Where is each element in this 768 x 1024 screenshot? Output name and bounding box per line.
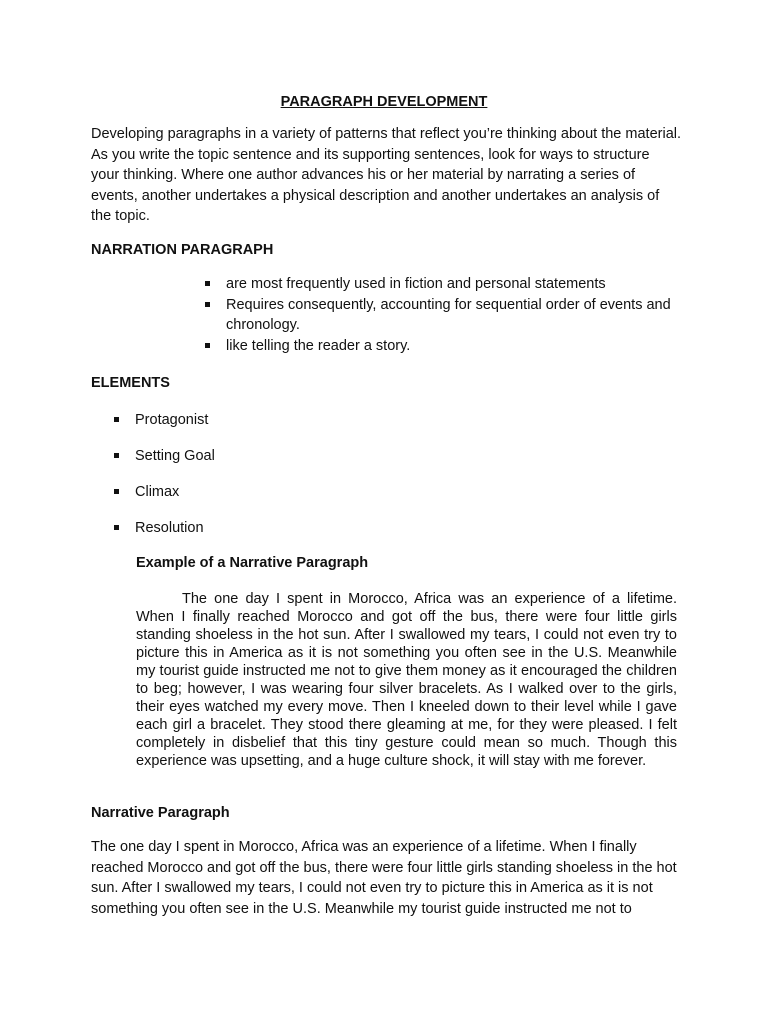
square-bullet-icon [114, 489, 119, 494]
list-item [113, 518, 413, 554]
square-bullet-icon [114, 453, 119, 458]
intro-paragraph: Developing paragraphs in a variety of patterns that reflect you’re thinking about the material. As you write the topic sentence and its supporting sentences, look for ways to structure your thinking. Where one author advances his or her material by narrating a series of events, another undertakes a physical description and another undertakes an analysis of the topic. [91, 126, 682, 224]
elements-bullet-list [113, 410, 413, 554]
list-item [204, 295, 674, 336]
narrative-heading: Narrative Paragraph [91, 805, 230, 821]
list-item-text: are most frequently used in fiction and personal statements [226, 276, 606, 292]
list-item-text: Resolution [135, 520, 204, 536]
list-item-text: Setting Goal [135, 448, 215, 464]
example-heading: Example of a Narrative Paragraph [136, 555, 369, 571]
list-item-text: like telling the reader a story. [226, 337, 411, 354]
narration-heading: NARRATION PARAGRAPH [91, 242, 274, 258]
list-item [113, 446, 413, 482]
list-item-text: Climax [135, 484, 180, 500]
list-item [204, 336, 674, 357]
square-bullet-icon [114, 417, 119, 422]
square-bullet-icon [205, 302, 210, 307]
example-paragraph: The one day I spent in Morocco, Africa was an experience of a lifetime. When I finally reached Morocco and got off the bus, there were four little girls standing shoeless in the hot sun. After I swallowed my tears, I could not even try to picture this in America as it is not something you often see in the U.S. Meanwhile my tourist guide instructed me not to give them money as it encouraged the children to beg; however, I was wearing four silver bracelets. As I walked over to the girls, their eyes watched my every move. Then I kneeled down to their level while I gave each girl a bracelet. They stood there gleaming at me, for they were pleased. I felt completely in disbelief that this tiny gesture could mean so much. Though this experience was upsetting, and a huge culture shock, it will stay with me forever. [136, 591, 677, 769]
list-item [204, 274, 674, 295]
square-bullet-icon [205, 281, 210, 286]
elements-heading: ELEMENTS [91, 375, 170, 391]
narration-bullet-list [204, 274, 674, 356]
list-item-text: Protagonist [135, 412, 209, 428]
square-bullet-icon [114, 525, 119, 530]
list-item [113, 482, 413, 518]
list-item-text: Requires consequently, accounting for sequential order of events and chronology. [226, 296, 671, 333]
list-item [113, 410, 413, 446]
narrative-paragraph: The one day I spent in Morocco, Africa was an experience of a lifetime. When I finally reached Morocco and got off the bus, there were four little girls standing shoeless in the hot sun. After I swallowed my tears, I could not even try to picture this in America as it is not something you often see in the U.S. Meanwhile my tourist guide instructed me not to [91, 839, 677, 917]
square-bullet-icon [205, 343, 210, 348]
page-title: PARAGRAPH DEVELOPMENT [280, 94, 488, 110]
